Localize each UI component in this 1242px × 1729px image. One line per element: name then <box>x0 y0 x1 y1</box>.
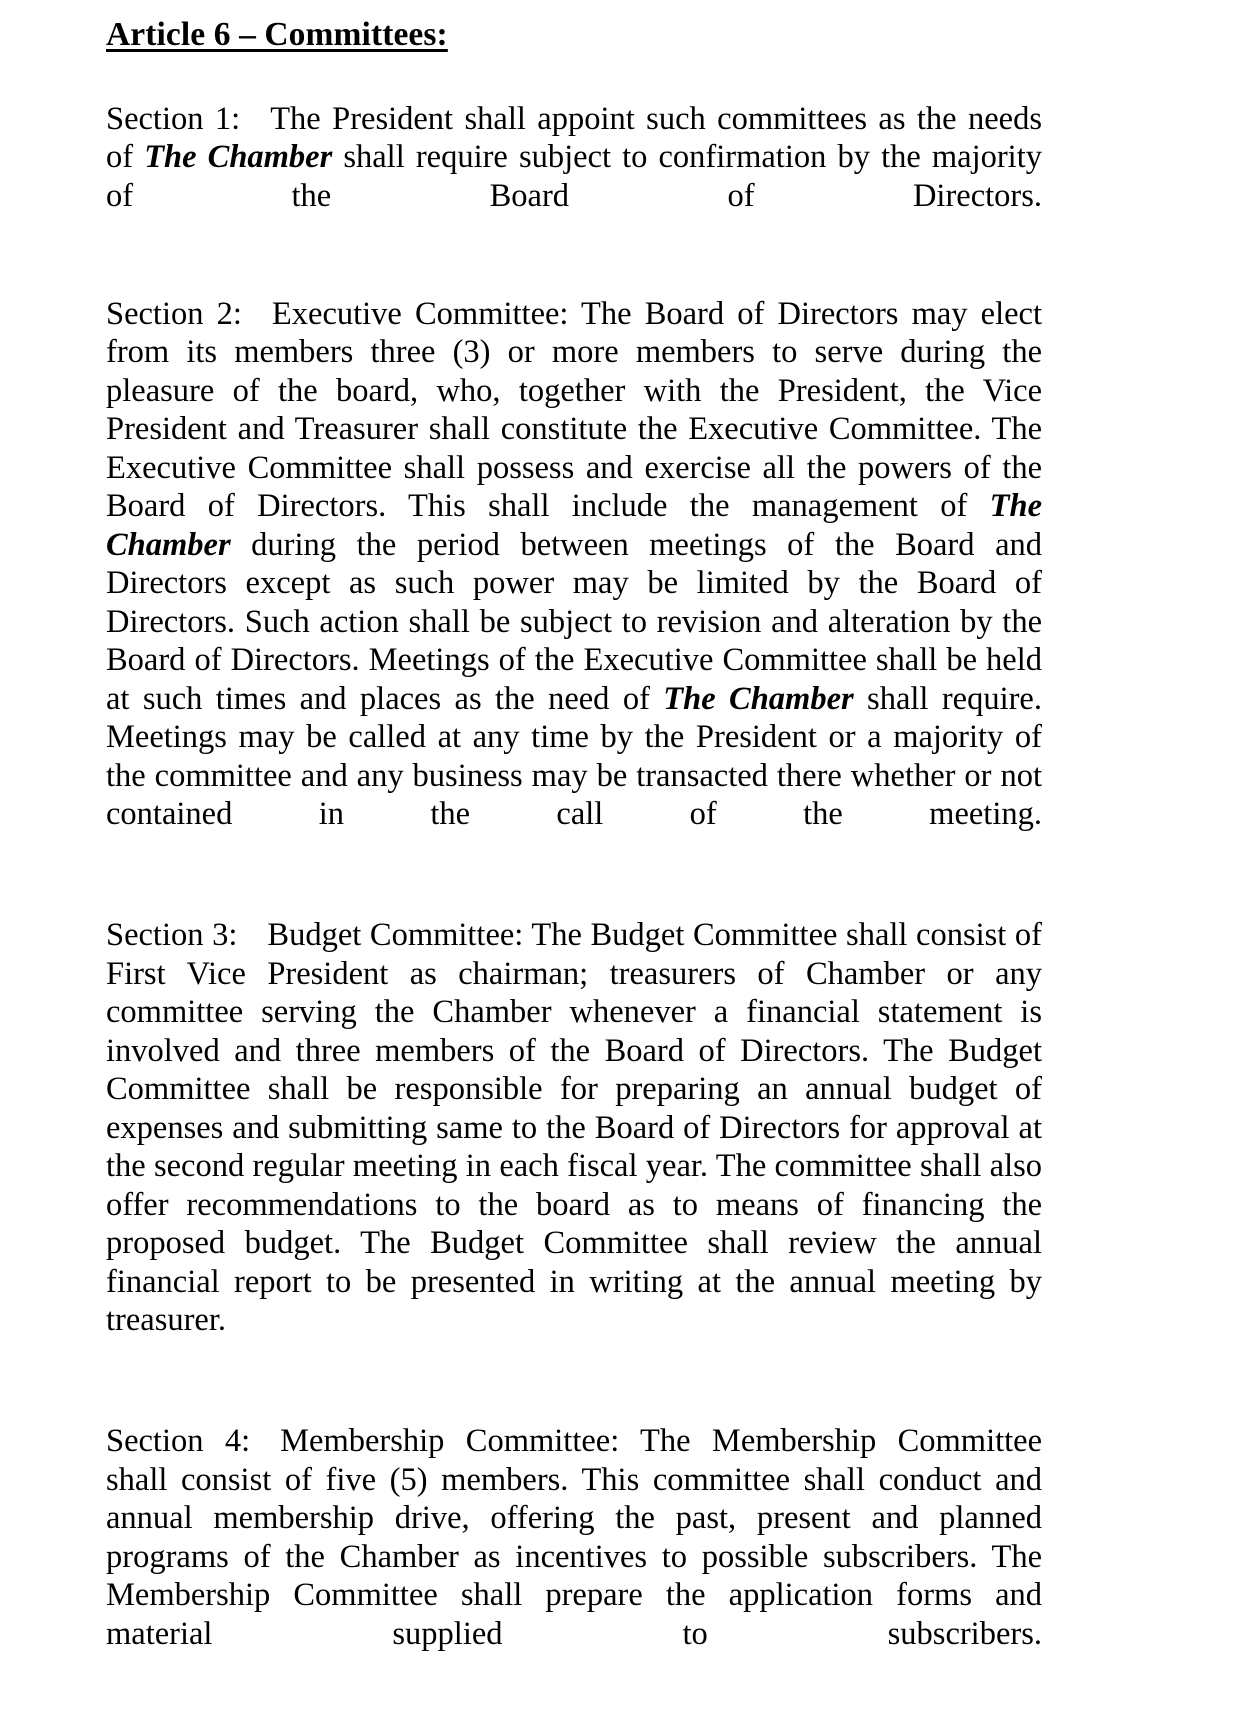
page-title: Article 6 – Committees: <box>106 16 448 53</box>
section-4-paragraph <box>106 1422 1042 1692</box>
spacer <box>106 872 1042 916</box>
section-1-emphasis-1: The Chamber <box>144 139 333 175</box>
section-3-paragraph <box>106 916 1042 1378</box>
section-2-emphasis-1: The Chamber <box>106 488 1042 563</box>
section-2-label: Section 2: <box>106 295 242 332</box>
spacer <box>106 52 1042 100</box>
section-2-text-0: Executive Committee: The Board of Directors may elect from its members three (3) or more members to serve during the pleasure of the board, who, together with the President, the Vice President and Treasurer shall constitute the Executive Committee. The Executive Committee shall possess and exercise all the powers of the Board of Directors. This shall include the management of <box>106 295 1043 524</box>
section-4-text-0: Membership Committee: The Membership Committee shall consist of five (5) members. This committee shall conduct and annual membership drive, offering the past, present and planned programs of the Chamber as incentives to possible subscribers. The Membership Committee shall prepare the application forms and material supplied to subscribers. <box>106 1423 1043 1652</box>
section-2-text-2: during the period between meetings of the Board and Directors except as such power may be limited by the Board of Directors. Such action shall be subject to revision and alteration by the Board of Directors. Meetings of the Executive Committee shall be held at such times and places as the need of <box>106 526 1042 717</box>
section-2-paragraph <box>106 295 1042 873</box>
section-2-text-4: shall require. Meetings may be called at any time by the President or a majority of the committee and any business may be transacted there whether or not contained in the call of the meeting. <box>106 680 1042 832</box>
section-3-label: Section 3: <box>106 917 238 953</box>
section-1-label: Section 1: <box>106 100 241 137</box>
section-2-emphasis-3: The Chamber <box>663 680 854 717</box>
section-1-text-2: shall require subject to confirmation by the majority of the Board of Directors. <box>106 139 1042 214</box>
section-4-label: Section 4: <box>106 1423 251 1459</box>
section-1-text-0: The President shall appoint such committees as the needs of <box>106 100 1042 175</box>
spacer <box>106 1378 1042 1422</box>
section-1-paragraph <box>106 100 1042 254</box>
spacer <box>106 254 1042 295</box>
section-3-text-0: Budget Committee: The Budget Committee shall consist of First Vice President as chairman; treasurers of Chamber or any committee serving the Chamber whenever a financial statement is involved and three members of the Board of Directors. The Budget Committee shall be responsible for preparing an annual budget of expenses and submitting same to the Board of Directors for approval at the second regular meeting in each fiscal year. The committee shall also offer recommendations to the board as to means of financing the proposed budget. The Budget Committee shall review the annual financial report to be presented in writing at the annual meeting by treasurer. <box>106 917 1043 1338</box>
